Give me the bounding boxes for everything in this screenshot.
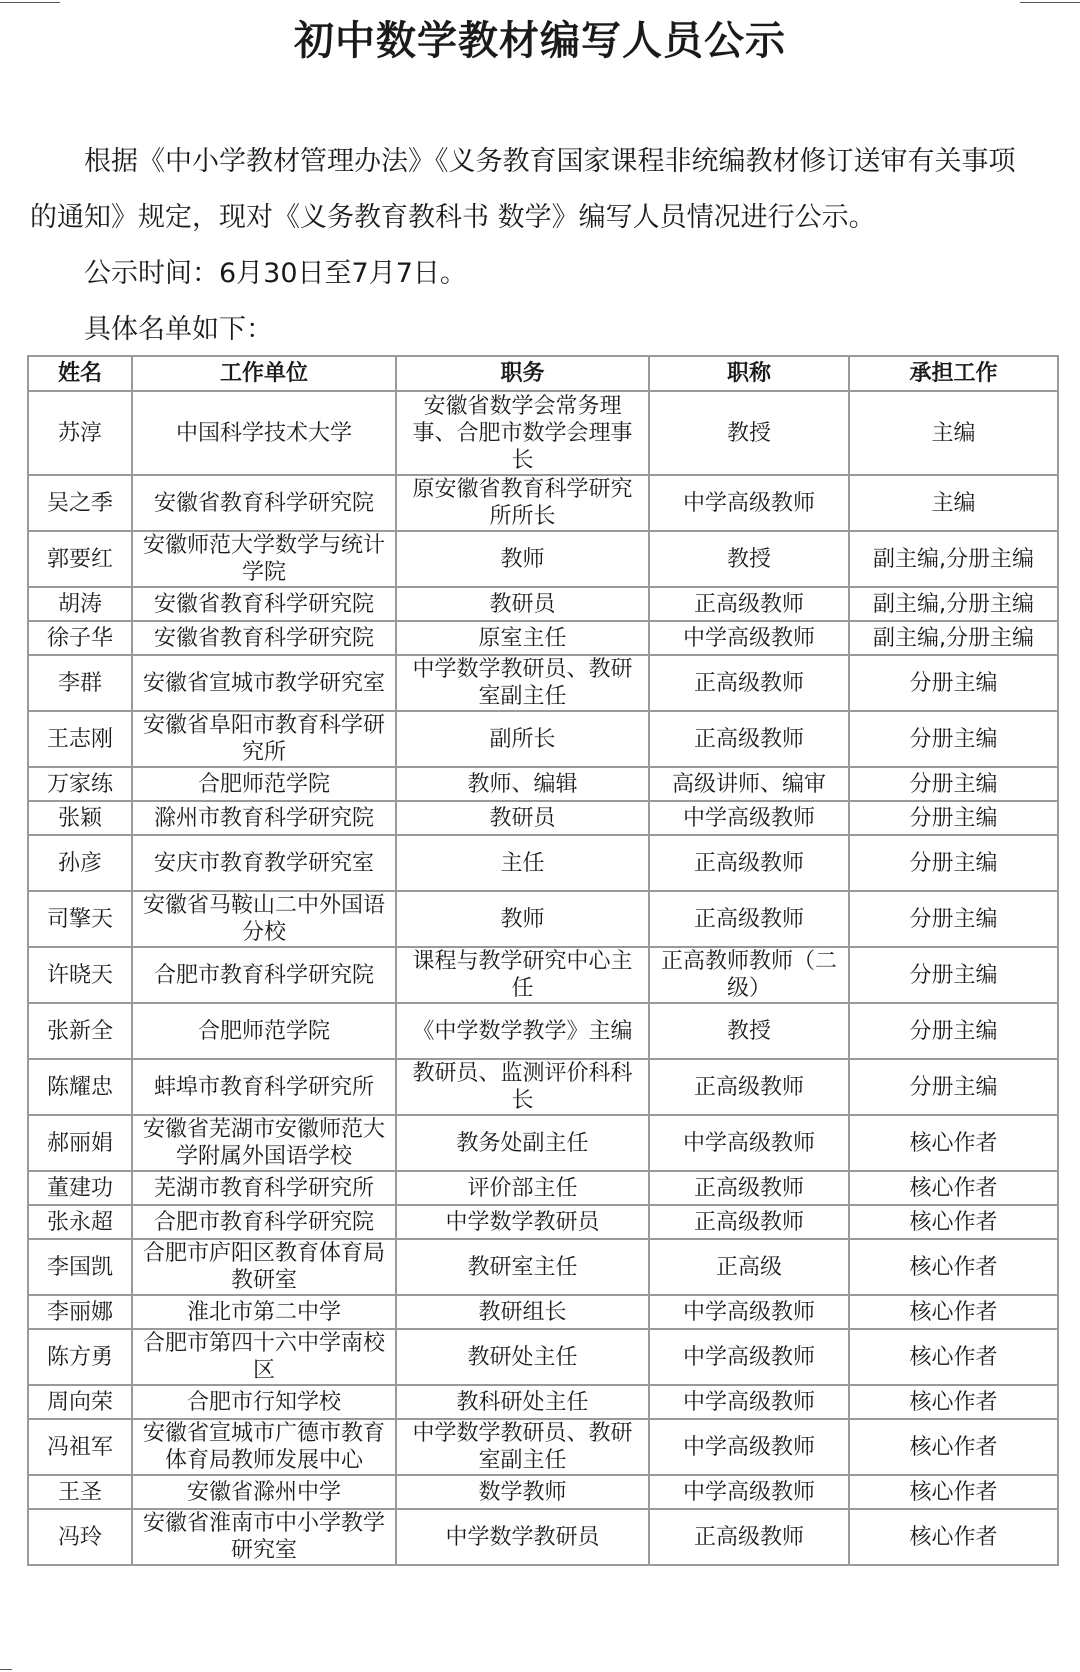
cell-title: 中学高级教师 <box>649 1295 849 1329</box>
cell-name: 李丽娜 <box>28 1295 132 1329</box>
cell-employer: 安徽省宣城市广德市教育体育局教师发展中心 <box>132 1419 396 1475</box>
cell-role: 分册主编 <box>849 711 1058 767</box>
cell-position: 评价部主任 <box>396 1171 649 1205</box>
list-intro: 具体名单如下： <box>84 314 273 345</box>
table-row <box>28 531 1058 587</box>
intro-paragraph: 根据《中小学教材管理办法》《义务教育国家课程非统编教材修订送审有关事项的通知》规定，现对《义务教育教科书 数学》编写人员情况进行公示。 <box>30 146 1016 233</box>
cell-name: 冯祖军 <box>28 1419 132 1475</box>
cell-position: 教研处主任 <box>396 1329 649 1385</box>
cell-role: 核心作者 <box>849 1419 1058 1475</box>
cell-employer: 安徽省阜阳市教育科学研究所 <box>132 711 396 767</box>
cell-title: 中学高级教师 <box>649 1475 849 1509</box>
header-position: 职务 <box>396 356 649 391</box>
cell-employer: 合肥市教育科学研究院 <box>132 947 396 1003</box>
table-row <box>28 1475 1058 1509</box>
cell-employer: 合肥市行知学校 <box>132 1385 396 1419</box>
table-row <box>28 767 1058 801</box>
cell-name: 李群 <box>28 655 132 711</box>
cell-position: 教研员 <box>396 587 649 621</box>
cell-role: 分册主编 <box>849 947 1058 1003</box>
cell-role: 核心作者 <box>849 1171 1058 1205</box>
cell-role: 副主编,分册主编 <box>849 621 1058 655</box>
header-name: 姓名 <box>28 356 132 391</box>
table-row <box>28 1385 1058 1419</box>
cell-name: 张颖 <box>28 801 132 835</box>
cell-employer: 蚌埠市教育科学研究所 <box>132 1059 396 1115</box>
cell-employer: 安徽省教育科学研究院 <box>132 475 396 531</box>
crop-mark-top-right <box>1020 2 1080 3</box>
cell-name: 苏淳 <box>28 391 132 475</box>
cell-title: 正高级教师 <box>649 587 849 621</box>
cell-role: 核心作者 <box>849 1205 1058 1239</box>
table-row <box>28 1239 1058 1295</box>
cell-role: 分册主编 <box>849 655 1058 711</box>
cell-title: 正高级教师 <box>649 655 849 711</box>
cell-title: 正高级教师 <box>649 835 849 891</box>
table-row <box>28 947 1058 1003</box>
cell-position: 数学教师 <box>396 1475 649 1509</box>
cell-role: 分册主编 <box>849 1003 1058 1059</box>
cell-name: 冯玲 <box>28 1509 132 1565</box>
table-row <box>28 655 1058 711</box>
cell-position: 教务处副主任 <box>396 1115 649 1171</box>
cell-employer: 安徽省宣城市教学研究室 <box>132 655 396 711</box>
cell-employer: 安徽省淮南市中小学教学研究室 <box>132 1509 396 1565</box>
cell-name: 郝丽娟 <box>28 1115 132 1171</box>
cell-title: 正高级教师 <box>649 1059 849 1115</box>
cell-role: 主编 <box>849 475 1058 531</box>
cell-name: 张新全 <box>28 1003 132 1059</box>
cell-position: 中学数学教研员、教研室副主任 <box>396 655 649 711</box>
cell-name: 王圣 <box>28 1475 132 1509</box>
cell-employer: 安徽省马鞍山二中外国语分校 <box>132 891 396 947</box>
page-title: 初中数学教材编写人员公示 <box>294 18 786 64</box>
cell-name: 郭要红 <box>28 531 132 587</box>
table-header-row <box>28 356 1058 391</box>
cell-role: 主编 <box>849 391 1058 475</box>
cell-role: 核心作者 <box>849 1509 1058 1565</box>
cell-employer: 安徽省芜湖市安徽师范大学附属外国语学校 <box>132 1115 396 1171</box>
cell-title: 正高教师教师（二级） <box>649 947 849 1003</box>
cell-role: 分册主编 <box>849 801 1058 835</box>
table-row <box>28 1115 1058 1171</box>
cell-name: 徐子华 <box>28 621 132 655</box>
cell-title: 中学高级教师 <box>649 621 849 655</box>
cell-role: 副主编,分册主编 <box>849 587 1058 621</box>
cell-position: 中学数学教研员 <box>396 1509 649 1565</box>
cell-position: 教师、编辑 <box>396 767 649 801</box>
cell-title: 教授 <box>649 391 849 475</box>
table-row <box>28 1171 1058 1205</box>
cell-position: 教研室主任 <box>396 1239 649 1295</box>
cell-position: 《中学数学教学》主编 <box>396 1003 649 1059</box>
cell-employer: 合肥师范学院 <box>132 767 396 801</box>
cell-role: 分册主编 <box>849 835 1058 891</box>
header-title: 职称 <box>649 356 849 391</box>
cell-employer: 淮北市第二中学 <box>132 1295 396 1329</box>
cell-title: 正高级教师 <box>649 891 849 947</box>
cell-position: 教研员 <box>396 801 649 835</box>
cell-name: 王志刚 <box>28 711 132 767</box>
cell-name: 万家练 <box>28 767 132 801</box>
table-row <box>28 1509 1058 1565</box>
cell-employer: 安徽师范大学数学与统计学院 <box>132 531 396 587</box>
table-row <box>28 835 1058 891</box>
cell-employer: 安庆市教育教学研究室 <box>132 835 396 891</box>
cell-name: 张永超 <box>28 1205 132 1239</box>
cell-title: 中学高级教师 <box>649 1419 849 1475</box>
table-row <box>28 391 1058 475</box>
cell-name: 陈方勇 <box>28 1329 132 1385</box>
cell-position: 原安徽省教育科学研究所所长 <box>396 475 649 531</box>
cell-employer: 安徽省教育科学研究院 <box>132 621 396 655</box>
header-employer: 工作单位 <box>132 356 396 391</box>
cell-name: 胡涛 <box>28 587 132 621</box>
cell-role: 分册主编 <box>849 1059 1058 1115</box>
cell-position: 中学数学教研员 <box>396 1205 649 1239</box>
crop-mark-top-left <box>0 2 60 3</box>
table-row <box>28 1205 1058 1239</box>
cell-position: 教师 <box>396 531 649 587</box>
cell-role: 核心作者 <box>849 1385 1058 1419</box>
cell-title: 高级讲师、编审 <box>649 767 849 801</box>
crop-mark-bottom-left <box>0 1669 12 1670</box>
cell-position: 课程与教学研究中心主任 <box>396 947 649 1003</box>
cell-employer: 安徽省教育科学研究院 <box>132 587 396 621</box>
cell-title: 中学高级教师 <box>649 1115 849 1171</box>
cell-position: 教师 <box>396 891 649 947</box>
cell-role: 副主编,分册主编 <box>849 531 1058 587</box>
cell-title: 中学高级教师 <box>649 1385 849 1419</box>
cell-position: 教科研处主任 <box>396 1385 649 1419</box>
cell-employer: 滁州市教育科学研究院 <box>132 801 396 835</box>
cell-title: 中学高级教师 <box>649 801 849 835</box>
cell-position: 原室主任 <box>396 621 649 655</box>
cell-position: 教研组长 <box>396 1295 649 1329</box>
cell-employer: 合肥师范学院 <box>132 1003 396 1059</box>
cell-name: 周向荣 <box>28 1385 132 1419</box>
table-row <box>28 587 1058 621</box>
table-row <box>28 711 1058 767</box>
cell-name: 董建功 <box>28 1171 132 1205</box>
header-role: 承担工作 <box>849 356 1058 391</box>
cell-position: 教研员、监测评价科科长 <box>396 1059 649 1115</box>
cell-role: 分册主编 <box>849 767 1058 801</box>
notice-period: 公示时间：6月30日至7月7日。 <box>84 258 467 289</box>
cell-position: 主任 <box>396 835 649 891</box>
cell-title: 中学高级教师 <box>649 1329 849 1385</box>
cell-title: 教授 <box>649 531 849 587</box>
cell-title: 正高级教师 <box>649 711 849 767</box>
table-row <box>28 891 1058 947</box>
cell-name: 陈耀忠 <box>28 1059 132 1115</box>
cell-employer: 芜湖市教育科学研究所 <box>132 1171 396 1205</box>
cell-position: 副所长 <box>396 711 649 767</box>
cell-position: 安徽省数学会常务理事、合肥市数学会理事长 <box>396 391 649 475</box>
cell-role: 核心作者 <box>849 1329 1058 1385</box>
table-row <box>28 801 1058 835</box>
cell-role: 核心作者 <box>849 1295 1058 1329</box>
cell-title: 中学高级教师 <box>649 475 849 531</box>
cell-employer: 合肥市庐阳区教育体育局教研室 <box>132 1239 396 1295</box>
staff-table <box>27 355 1059 1566</box>
cell-title: 正高级教师 <box>649 1205 849 1239</box>
cell-role: 核心作者 <box>849 1239 1058 1295</box>
table-row <box>28 1329 1058 1385</box>
cell-title: 正高级教师 <box>649 1509 849 1565</box>
cell-name: 孙彦 <box>28 835 132 891</box>
table-row <box>28 1295 1058 1329</box>
cell-name: 许晓天 <box>28 947 132 1003</box>
cell-name: 吴之季 <box>28 475 132 531</box>
cell-employer: 合肥市教育科学研究院 <box>132 1205 396 1239</box>
cell-name: 司擎天 <box>28 891 132 947</box>
cell-title: 正高级教师 <box>649 1171 849 1205</box>
cell-employer: 中国科学技术大学 <box>132 391 396 475</box>
cell-role: 核心作者 <box>849 1475 1058 1509</box>
cell-name: 李国凯 <box>28 1239 132 1295</box>
cell-employer: 合肥市第四十六中学南校区 <box>132 1329 396 1385</box>
cell-employer: 安徽省滁州中学 <box>132 1475 396 1509</box>
cell-role: 核心作者 <box>849 1115 1058 1171</box>
cell-role: 分册主编 <box>849 891 1058 947</box>
table-row <box>28 621 1058 655</box>
table-row <box>28 475 1058 531</box>
cell-position: 中学数学教研员、教研室副主任 <box>396 1419 649 1475</box>
table-row <box>28 1419 1058 1475</box>
cell-title: 正高级 <box>649 1239 849 1295</box>
table-row <box>28 1059 1058 1115</box>
cell-title: 教授 <box>649 1003 849 1059</box>
table-row <box>28 1003 1058 1059</box>
